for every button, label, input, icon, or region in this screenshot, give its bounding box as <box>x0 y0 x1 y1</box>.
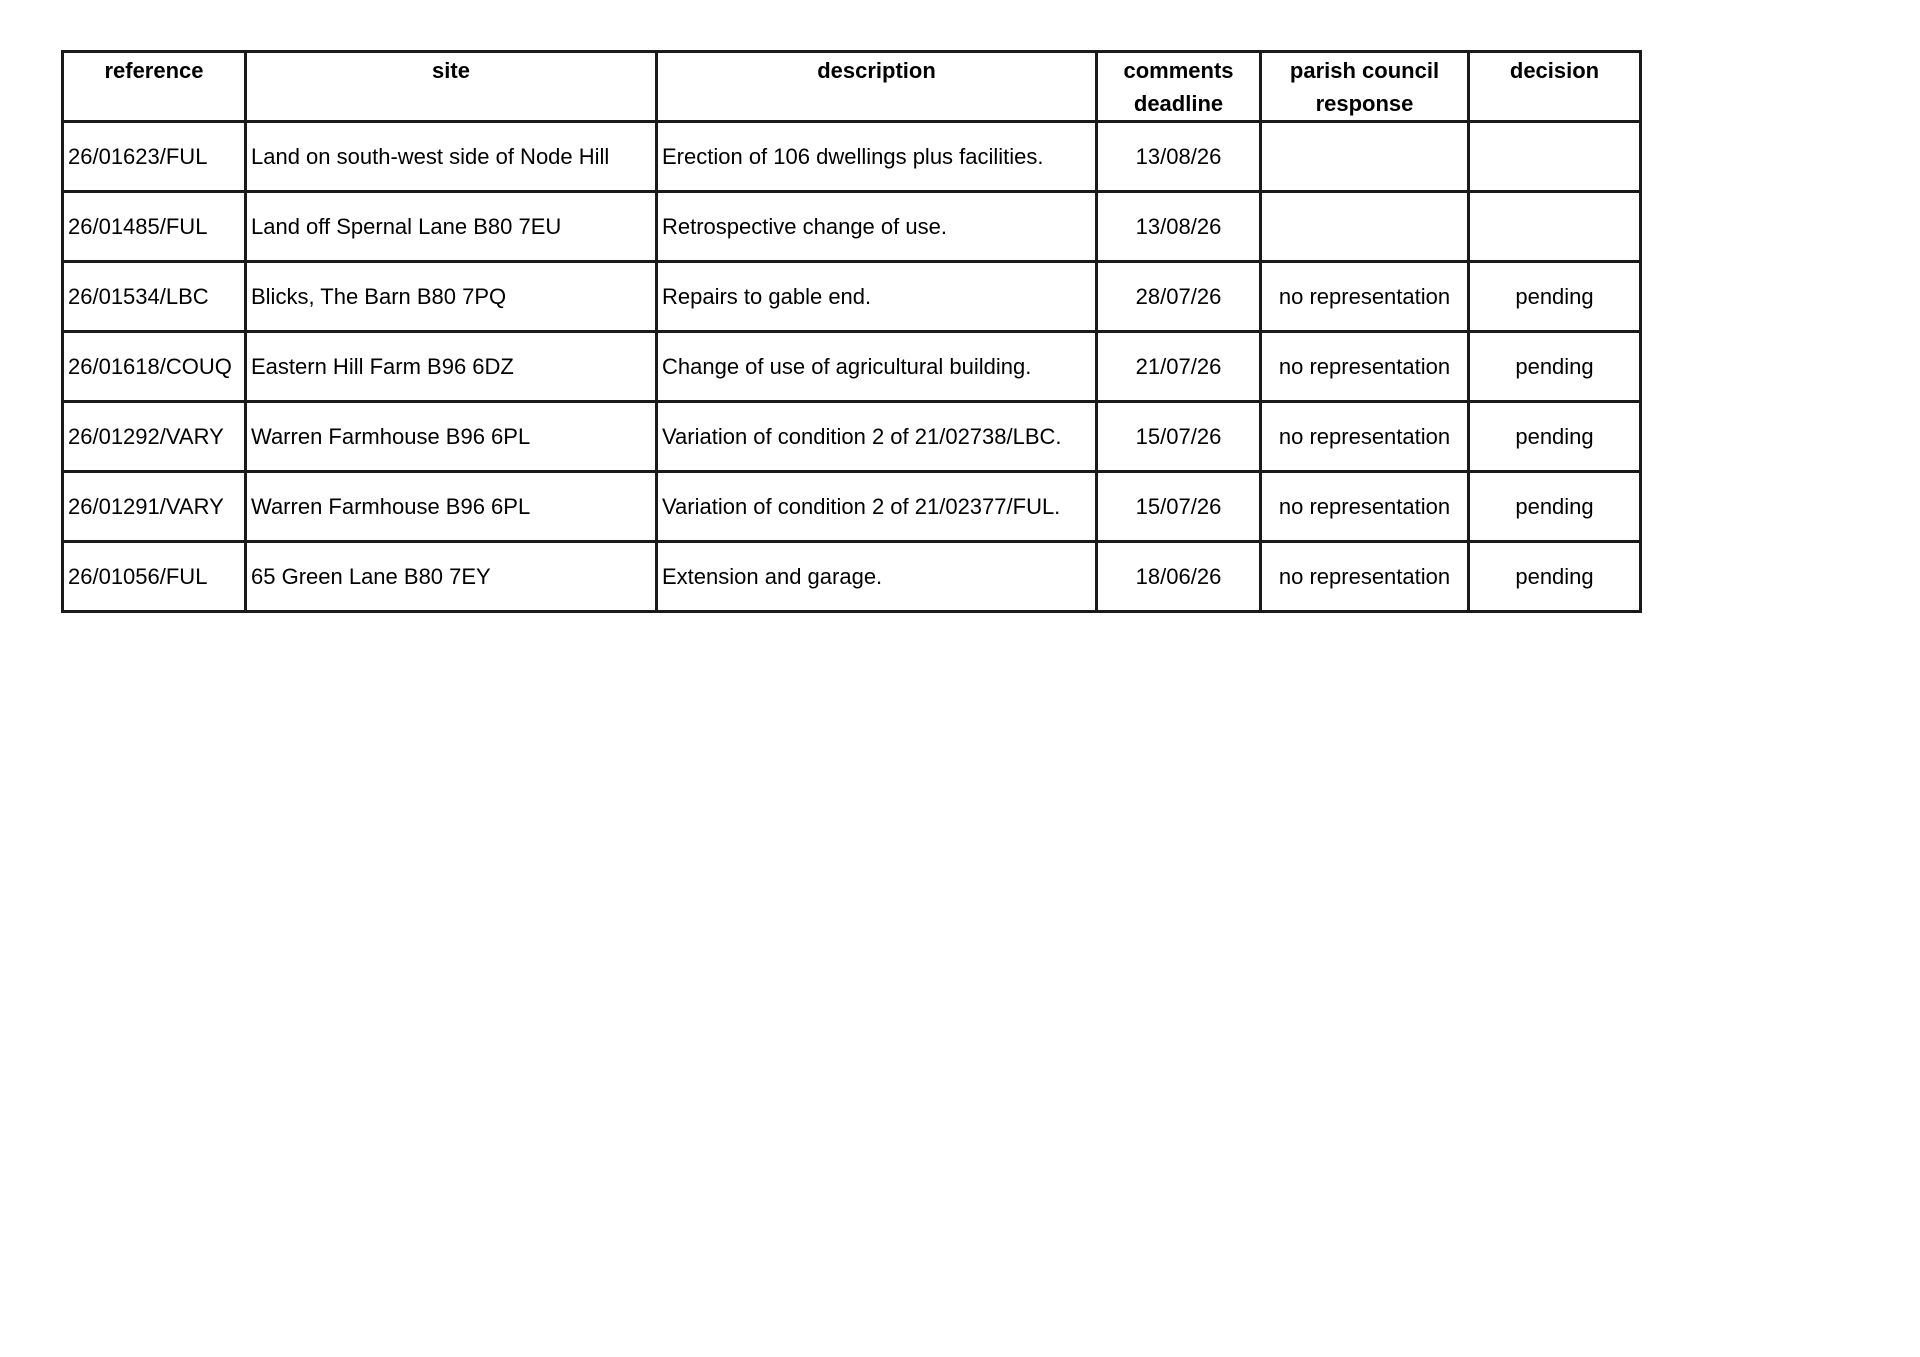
cell-comments-deadline: 13/08/26 <box>1097 122 1261 192</box>
cell-description: Variation of condition 2 of 21/02377/FUL. <box>657 472 1097 542</box>
cell-parish-council-response: no representation <box>1261 542 1469 612</box>
cell-reference: 26/01623/FUL <box>63 122 246 192</box>
cell-description: Repairs to gable end. <box>657 262 1097 332</box>
cell-decision: pending <box>1469 472 1641 542</box>
cell-reference: 26/01618/COUQ <box>63 332 246 402</box>
cell-reference: 26/01292/VARY <box>63 402 246 472</box>
cell-comments-deadline: 13/08/26 <box>1097 192 1261 262</box>
cell-description: Change of use of agricultural building. <box>657 332 1097 402</box>
cell-site: Warren Farmhouse B96 6PL <box>246 402 657 472</box>
header-comments-deadline-line-1: comments <box>1123 58 1234 83</box>
cell-parish-council-response: no representation <box>1261 262 1469 332</box>
cell-parish-council-response: no representation <box>1261 472 1469 542</box>
header-reference <box>63 52 246 122</box>
cell-decision: pending <box>1469 402 1641 472</box>
cell-description: Variation of condition 2 of 21/02738/LBC. <box>657 402 1097 472</box>
table-row <box>63 402 1641 472</box>
header-site-line: site <box>432 58 470 83</box>
cell-reference: 26/01534/LBC <box>63 262 246 332</box>
header-description <box>657 52 1097 122</box>
header-reference-line: reference <box>104 58 204 83</box>
header-comments-deadline-line-2: deadline <box>1133 91 1224 116</box>
cell-site: Warren Farmhouse B96 6PL <box>246 472 657 542</box>
header-decision <box>1469 52 1641 122</box>
cell-site: Land off Spernal Lane B80 7EU <box>246 192 657 262</box>
cell-decision: pending <box>1469 262 1641 332</box>
cell-reference: 26/01056/FUL <box>63 542 246 612</box>
cell-reference: 26/01485/FUL <box>63 192 246 262</box>
header-parish-council-response-line-2: response <box>1315 91 1414 116</box>
header-parish-council-response <box>1261 52 1469 122</box>
cell-decision <box>1469 122 1641 192</box>
cell-decision <box>1469 192 1641 262</box>
cell-decision: pending <box>1469 542 1641 612</box>
cell-description: Erection of 106 dwellings plus facilities. <box>657 122 1097 192</box>
header-site <box>246 52 657 122</box>
cell-site: Eastern Hill Farm B96 6DZ <box>246 332 657 402</box>
cell-comments-deadline: 21/07/26 <box>1097 332 1261 402</box>
cell-parish-council-response: no representation <box>1261 402 1469 472</box>
table-row <box>63 472 1641 542</box>
cell-site: Blicks, The Barn B80 7PQ <box>246 262 657 332</box>
table-row <box>63 332 1641 402</box>
cell-decision: pending <box>1469 332 1641 402</box>
planning-applications-table <box>61 50 1642 613</box>
cell-parish-council-response <box>1261 122 1469 192</box>
cell-site: 65 Green Lane B80 7EY <box>246 542 657 612</box>
cell-comments-deadline: 15/07/26 <box>1097 472 1261 542</box>
table-row <box>63 262 1641 332</box>
table-row <box>63 192 1641 262</box>
cell-description: Extension and garage. <box>657 542 1097 612</box>
cell-comments-deadline: 15/07/26 <box>1097 402 1261 472</box>
cell-description: Retrospective change of use. <box>657 192 1097 262</box>
cell-parish-council-response <box>1261 192 1469 262</box>
header-decision-line: decision <box>1509 58 1600 83</box>
table-row <box>63 542 1641 612</box>
cell-comments-deadline: 18/06/26 <box>1097 542 1261 612</box>
cell-parish-council-response: no representation <box>1261 332 1469 402</box>
cell-comments-deadline: 28/07/26 <box>1097 262 1261 332</box>
planning-applications-sheet <box>61 50 1642 613</box>
header-parish-council-response-line-1: parish council <box>1289 58 1440 83</box>
header-row <box>63 52 1641 122</box>
header-description-line: description <box>817 58 936 83</box>
cell-reference: 26/01291/VARY <box>63 472 246 542</box>
table-row <box>63 122 1641 192</box>
cell-site: Land on south-west side of Node Hill <box>246 122 657 192</box>
header-comments-deadline <box>1097 52 1261 122</box>
